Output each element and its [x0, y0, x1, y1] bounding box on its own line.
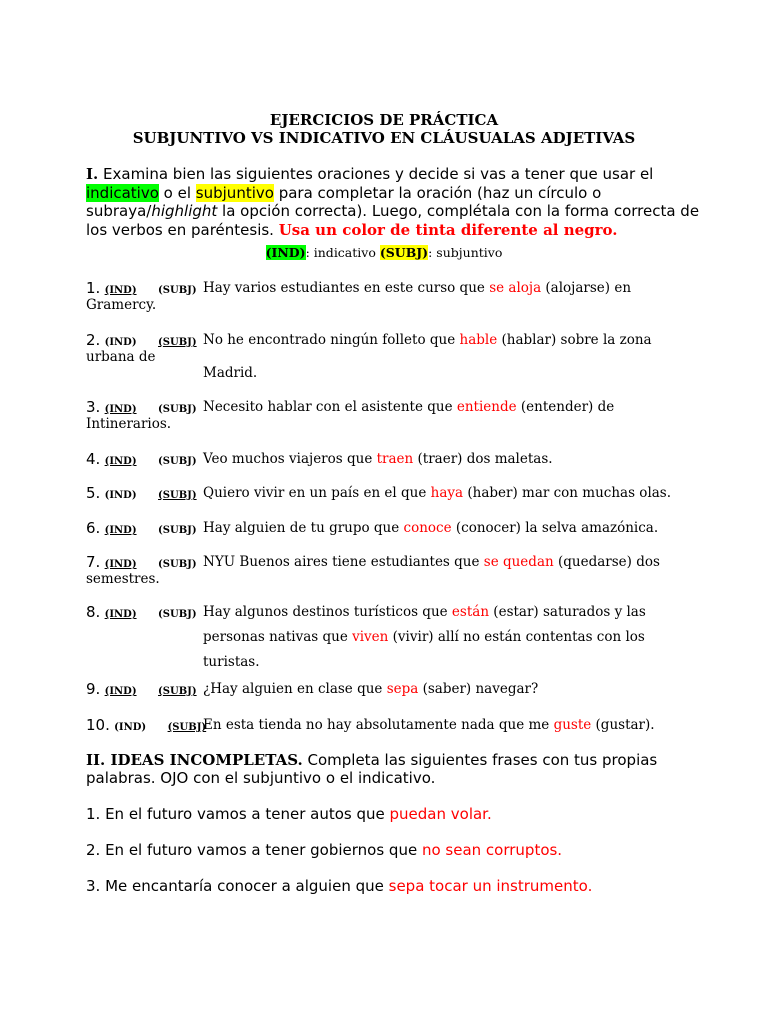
answer: viven: [352, 629, 389, 645]
answer: puedan volar.: [389, 805, 492, 823]
indicativo-highlight: indicativo: [86, 183, 159, 202]
exercise-sentence: En esta tienda no hay absolutamente nada que me guste (gustar).: [203, 717, 655, 733]
exercise-sentence: NYU Buenos aires tiene estudiantes que se quedan (quedarse) dos: [203, 554, 660, 570]
exercise-item: 8. (IND) (SUBJ) Hay algunos destinos turísticos que están (estar) saturados y las personas nativas que viven (vivir) allí no están contentas con los turistas.: [86, 604, 686, 623]
exercise-item: 9. (IND) (SUBJ) ¿Hay alguien en clase que sepa (saber) navegar?: [86, 681, 686, 700]
answer: no sean corruptos.: [421, 841, 563, 859]
subj-option[interactable]: (SUBJ): [158, 559, 197, 570]
ink-instruction: Usa un color de tinta diferente al negro.: [278, 220, 618, 239]
legend-ind: (IND): [265, 245, 306, 260]
answer: están: [451, 604, 490, 620]
exercise-sentence: Hay varios estudiantes en este curso que se aloja (alojarse) en: [203, 280, 632, 296]
subj-option[interactable]: (SUBJ): [158, 404, 197, 415]
answer: se quedan: [483, 554, 554, 570]
ind-option[interactable]: (IND): [104, 525, 137, 536]
exercise-item: 6. (IND) (SUBJ) Hay alguien de tu grupo que conoce (conocer) la selva amazónica.: [86, 520, 686, 539]
incomplete-idea-item: 3. Me encantaría conocer a alguien que sepa tocar un instrumento.: [86, 877, 593, 895]
ind-option[interactable]: (IND): [104, 285, 137, 296]
ind-option[interactable]: (IND): [104, 456, 137, 467]
subj-option[interactable]: (SUBJ): [158, 456, 197, 467]
exercise-sentence: Veo muchos viajeros que traen (traer) dos maletas.: [203, 451, 553, 467]
ind-option[interactable]: (IND): [104, 559, 137, 570]
section-two-instructions: II. IDEAS INCOMPLETAS. Completa las siguientes frases con tus propias palabras. OJO con el subjuntivo o el indicativo.: [86, 751, 658, 787]
exercise-item: 5. (IND) (SUBJ) Quiero vivir en un país en el que haya (haber) mar con muchas olas.: [86, 485, 686, 504]
legend: (IND): indicativo (SUBJ): subjuntivo: [265, 245, 503, 260]
exercise-item: 2. (IND) (SUBJ) No he encontrado ningún folleto que hable (hablar) sobre la zona urbana de Madrid.: [86, 332, 686, 351]
legend-subj: (SUBJ): [379, 245, 429, 260]
answer: traen: [376, 451, 414, 467]
exercise-sentence: No he encontrado ningún folleto que hable (hablar) sobre la zona: [203, 332, 652, 348]
section-number: I.: [86, 165, 99, 183]
exercise-sentence: Hay algunos destinos turísticos que están (estar) saturados y las: [203, 604, 646, 620]
exercise-sentence: Necesito hablar con el asistente que entiende (entender) de: [203, 399, 615, 415]
subjuntivo-highlight: subjuntivo: [195, 183, 274, 202]
subj-option[interactable]: (SUBJ): [167, 722, 207, 733]
answer: se aloja: [489, 280, 542, 296]
incomplete-idea-item: 1. En el futuro vamos a tener autos que puedan volar.: [86, 805, 492, 823]
ind-option[interactable]: (IND): [104, 686, 137, 697]
ind-option[interactable]: (IND): [114, 722, 147, 733]
incomplete-idea-item: 2. En el futuro vamos a tener gobiernos que no sean corruptos.: [86, 841, 563, 859]
exercise-sentence: ¿Hay alguien en clase que sepa (saber) navegar?: [203, 681, 539, 697]
answer: sepa tocar un instrumento.: [388, 877, 593, 895]
answer: guste: [553, 717, 592, 733]
answer: haya: [430, 485, 464, 501]
answer: conoce: [403, 520, 452, 536]
section-two-heading: II. IDEAS INCOMPLETAS.: [86, 751, 303, 769]
subj-option[interactable]: (SUBJ): [158, 337, 197, 348]
exercise-sentence: Quiero vivir en un país en el que haya (haber) mar con muchas olas.: [203, 485, 672, 501]
page-title: EJERCICIOS DE PRÁCTICA: [269, 111, 499, 129]
exercise-sentence: Hay alguien de tu grupo que conoce (conocer) la selva amazónica.: [203, 520, 659, 536]
ind-option[interactable]: (IND): [104, 609, 137, 620]
answer: entiende: [456, 399, 517, 415]
exercise-item: 4. (IND) (SUBJ) Veo muchos viajeros que traen (traer) dos maletas.: [86, 451, 686, 470]
ind-option[interactable]: (IND): [104, 337, 137, 348]
exercise-item: 1. (IND) (SUBJ) Hay varios estudiantes en este curso que se aloja (alojarse) en Gramercy.: [86, 280, 686, 299]
subj-option[interactable]: (SUBJ): [158, 686, 197, 697]
answer: sepa: [386, 681, 419, 697]
answer: hable: [459, 332, 498, 348]
exercise-item: 7. (IND) (SUBJ) NYU Buenos aires tiene estudiantes que se quedan (quedarse) dos semestres.: [86, 554, 686, 573]
ind-option[interactable]: (IND): [104, 490, 137, 501]
ind-option[interactable]: (IND): [104, 404, 137, 415]
subj-option[interactable]: (SUBJ): [158, 609, 197, 620]
instructions-paragraph: I. Examina bien las siguientes oraciones y decide si vas a tener que usar el indicativo o el subjuntivo para completar la oración (haz un círculo o subraya/highlight la opción correcta). Luego, complétala con la forma correcta de los verbos en paréntesis. Usa un color de tinta diferente al negro.: [86, 165, 700, 239]
exercise-item: 3. (IND) (SUBJ) Necesito hablar con el asistente que entiende (entender) de Intinerarios.: [86, 399, 686, 418]
page-subtitle: SUBJUNTIVO VS INDICATIVO EN CLÁUSUALAS ADJETIVAS: [132, 129, 636, 147]
subj-option[interactable]: (SUBJ): [158, 525, 197, 536]
subj-option[interactable]: (SUBJ): [158, 490, 197, 501]
subj-option[interactable]: (SUBJ): [158, 285, 197, 296]
exercise-item: 10. (IND) (SUBJ) En esta tienda no hay absolutamente nada que me guste (gustar).: [86, 717, 686, 736]
